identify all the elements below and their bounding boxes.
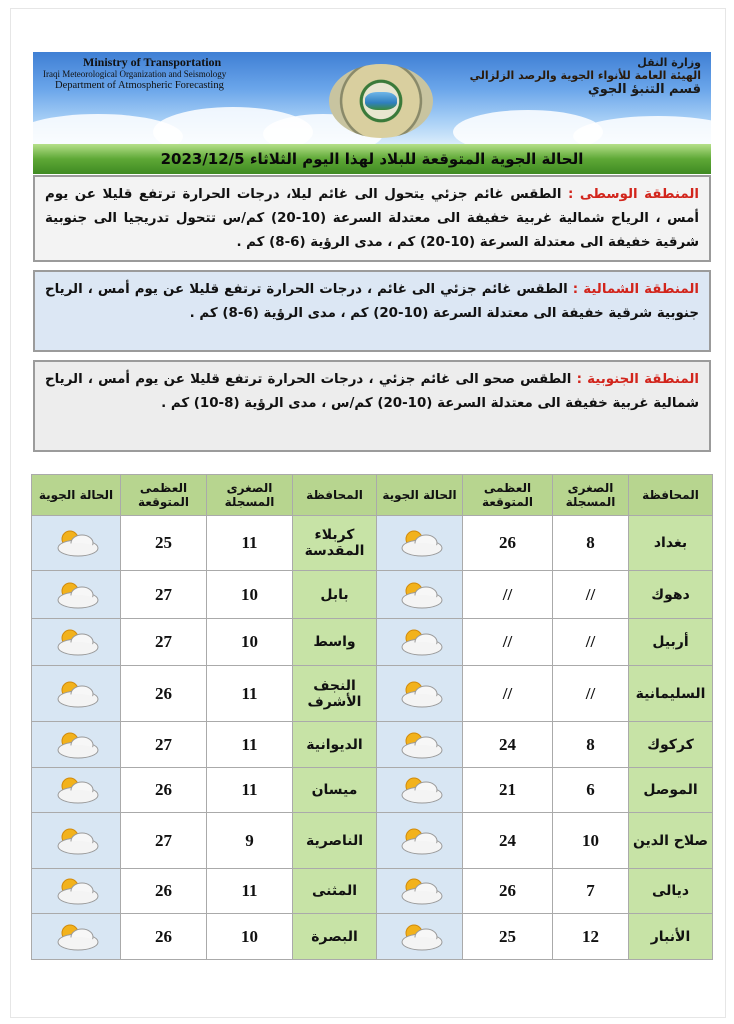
province-name: النجف الأشرف [293,666,377,722]
partly-cloudy-icon [394,775,446,805]
province-name: صلاح الدين [629,813,713,869]
weather-cell [377,619,463,666]
min-temp: 11 [207,722,293,768]
partly-cloudy-icon [50,922,102,952]
min-temp: 10 [553,813,629,869]
weather-cell [32,619,121,666]
province-name: أربيل [629,619,713,666]
table-row [32,516,713,571]
region-text: الطقس غائم جزئي الى غائم ، درجات الحرارة ترتفع قليلا عن يوم أمس ، الرياح جنوبية شرقية خفيفة الى معتدلة السرعة (10-20) كم ، مدى الرؤية (6-8) كم . [45,282,699,321]
min-temp: 12 [553,914,629,960]
organization-name-ar: الهيئة العامة للأنواء الجوية والرصد الزلزالي [469,69,701,82]
region-separator: : [561,187,580,202]
department-name-en: Department of Atmospheric Forecasting [55,80,224,91]
weather-cell [32,914,121,960]
max-temp: 25 [121,516,207,571]
province-name: دهوك [629,571,713,619]
region-central [33,175,711,262]
table-row [32,869,713,914]
region-separator: : [571,372,588,387]
table-row [32,768,713,813]
table-header-row [32,475,713,516]
partly-cloudy-icon [50,679,102,709]
weather-cell [32,813,121,869]
max-temp: 26 [121,869,207,914]
province-name: كربلاء المقدسة [293,516,377,571]
min-temp: 8 [553,516,629,571]
max-temp: 21 [463,768,553,813]
weather-cell [32,722,121,768]
partly-cloudy-icon [394,826,446,856]
header-province: المحافظة [629,475,713,516]
min-temp: 10 [207,619,293,666]
weather-cell [32,516,121,571]
partly-cloudy-icon [394,627,446,657]
weather-cell [377,722,463,768]
min-temp: // [553,666,629,722]
min-temp: // [553,619,629,666]
region-name: المنطقة الجنوبية [587,372,699,387]
forecast-table [31,474,713,960]
forecast-title: الحالة الجوية المتوقعة للبلاد لهذا اليوم الثلاثاء 2023/12/5 [33,144,711,174]
province-name: بغداد [629,516,713,571]
weather-cell [32,768,121,813]
min-temp: 11 [207,666,293,722]
province-name: البصرة [293,914,377,960]
weather-cell [32,869,121,914]
province-name: الناصرية [293,813,377,869]
table-row [32,722,713,768]
table-row [32,813,713,869]
max-temp: // [463,619,553,666]
weather-cell [377,869,463,914]
max-temp: 26 [463,516,553,571]
max-temp: 27 [121,722,207,768]
partly-cloudy-icon [394,922,446,952]
max-temp: 26 [121,768,207,813]
partly-cloudy-icon [50,826,102,856]
weather-cell [377,914,463,960]
max-temp: // [463,571,553,619]
region-text: الطقس صحو الى غائم جزئي ، درجات الحرارة ترتفع قليلا عن يوم أمس ، الرياح شمالية غربية خفيفة الى معتدلة السرعة (10-20) كم/س ، مدى الرؤية (8-10) كم . [45,372,699,411]
province-name: واسط [293,619,377,666]
min-temp: 6 [553,768,629,813]
region-south [33,360,711,452]
header-english [43,56,226,92]
table-row [32,619,713,666]
min-temp: 9 [207,813,293,869]
header-weather: الحالة الجوية [377,475,463,516]
max-temp: // [463,666,553,722]
min-temp: 7 [553,869,629,914]
partly-cloudy-icon [394,876,446,906]
partly-cloudy-icon [394,679,446,709]
max-temp: 26 [463,869,553,914]
partly-cloudy-icon [50,730,102,760]
max-temp: 26 [121,666,207,722]
table-row [32,666,713,722]
province-name: بابل [293,571,377,619]
max-temp: 26 [121,914,207,960]
partly-cloudy-icon [394,528,446,558]
header-arabic [470,56,701,97]
min-temp: 10 [207,571,293,619]
partly-cloudy-icon [50,627,102,657]
partly-cloudy-icon [50,775,102,805]
header-max: العظمى المتوقعة [463,475,553,516]
province-name: ديالى [629,869,713,914]
department-name-ar: قسم التنبؤ الجوي [587,82,701,97]
weather-cell [377,516,463,571]
min-temp: 10 [207,914,293,960]
province-name: الأنبار [629,914,713,960]
partly-cloudy-icon [394,580,446,610]
min-temp: 11 [207,768,293,813]
organization-name-en: Iraqi Meteorological Organization and Seismology [43,69,227,79]
organization-logo-icon [329,64,433,138]
min-temp: 8 [553,722,629,768]
province-name: السليمانية [629,666,713,722]
region-name: المنطقة الشمالية [583,282,699,297]
max-temp: 27 [121,619,207,666]
header-province: المحافظة [293,475,377,516]
weather-cell [377,768,463,813]
min-temp: 11 [207,869,293,914]
province-name: كركوك [629,722,713,768]
header-min: الصغرى المسجلة [207,475,293,516]
min-temp: 11 [207,516,293,571]
max-temp: 27 [121,813,207,869]
weather-cell [377,813,463,869]
weather-cell [377,666,463,722]
partly-cloudy-icon [394,730,446,760]
max-temp: 25 [463,914,553,960]
province-name: المثنى [293,869,377,914]
header-max: العظمى المتوقعة [121,475,207,516]
province-name: ميسان [293,768,377,813]
partly-cloudy-icon [50,580,102,610]
ministry-name-en: Ministry of Transportation [83,55,222,69]
max-temp: 24 [463,813,553,869]
region-north [33,270,711,352]
region-name: المنطقة الوسطى [579,187,699,202]
weather-cell [377,571,463,619]
table-row [32,914,713,960]
header-banner [33,52,711,144]
region-separator: : [567,282,584,297]
header-weather: الحالة الجوية [32,475,121,516]
ministry-name-ar: وزارة النقل [637,56,701,69]
min-temp: // [553,571,629,619]
weather-cell [32,666,121,722]
max-temp: 24 [463,722,553,768]
province-name: الموصل [629,768,713,813]
max-temp: 27 [121,571,207,619]
table-row [32,571,713,619]
province-name: الديوانية [293,722,377,768]
region-text: الطقس غائم جزئي يتحول الى غائم ليلا، درجات الحرارة ترتفع قليلا عن يوم أمس ، الرياح شمالية غربية خفيفة الى معتدلة السرعة (10-20) كم/س تتحول تدريجيا الى جنوبية شرقية خفيفة الى معتدلة السرعة (10-20) كم ، مدى الرؤية (6-8) كم . [45,187,699,250]
weather-cell [32,571,121,619]
partly-cloudy-icon [50,528,102,558]
partly-cloudy-icon [50,876,102,906]
header-min: الصغرى المسجلة [553,475,629,516]
